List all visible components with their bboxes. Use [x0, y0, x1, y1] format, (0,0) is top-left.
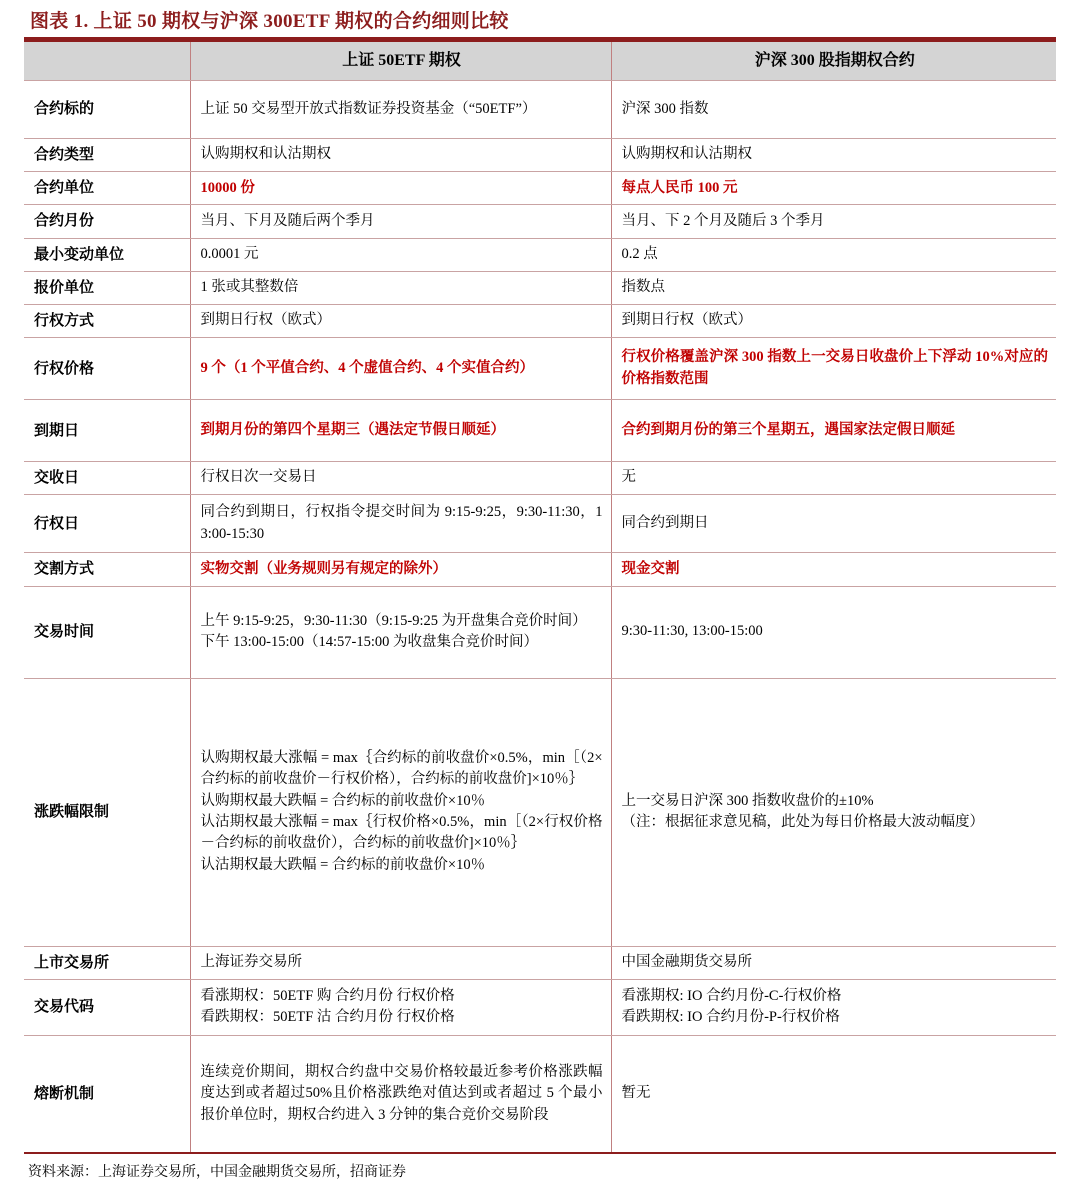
cell-etf50 — [190, 553, 611, 586]
source-note: 资料来源：上海证券交易所，中国金融期货交易所，招商证券 — [28, 1165, 406, 1181]
cell-etf50-line: 认购期权最大跌幅 = 合约标的前收盘价×10％ — [200, 792, 486, 809]
table-row — [24, 238, 1056, 271]
row-label: 涨跌幅限制 — [24, 678, 190, 946]
cell-hs300 — [611, 495, 1056, 553]
cell-hs300-line: 看跌期权: IO 合约月份-P-行权价格 — [621, 1009, 840, 1026]
cell-hs300-text: 指数点 — [621, 279, 665, 296]
cell-etf50-line: 下午 13:00-15:00（14:57-15:00 为收盘集合竞价时间） — [200, 634, 539, 650]
cell-etf50-text: 到期日行权（欧式） — [200, 312, 331, 329]
cell-etf50 — [190, 81, 611, 139]
cell-etf50 — [190, 400, 611, 462]
row-label: 交割方式 — [24, 553, 190, 586]
cell-hs300 — [611, 338, 1056, 400]
cell-etf50-text: 到期月份的第四个星期三（遇法定节假日顺延） — [200, 421, 505, 438]
cell-etf50-line: 看跌期权：50ETF 沽 合约月份 行权价格 — [200, 1009, 455, 1026]
cell-hs300-text: 合约到期月份的第三个星期五，遇国家法定假日顺延 — [621, 421, 955, 438]
cell-etf50 — [190, 1035, 611, 1153]
cell-etf50-text: 10000 份 — [200, 179, 255, 196]
cell-hs300 — [611, 462, 1056, 495]
cell-etf50 — [190, 678, 611, 946]
cell-etf50-text: 实物交割（业务规则另有规定的除外） — [200, 560, 447, 577]
cell-hs300-line: 上一交易日沪深 300 指数收盘价的±10% — [621, 792, 874, 809]
cell-hs300 — [611, 205, 1056, 238]
row-label: 交易代码 — [24, 979, 190, 1035]
cell-hs300-text: 每点人民币 100 元 — [621, 179, 738, 196]
cell-etf50-line: 认购期权最大涨幅 = max｛合约标的前收盘价×0.5%，min［（2×合约标的前收盘价－行权价格），合约标的前收盘价]×10％｝ — [200, 749, 603, 788]
row-label: 行权方式 — [24, 304, 190, 337]
row-label: 上市交易所 — [24, 946, 190, 979]
cell-etf50 — [190, 495, 611, 553]
row-label: 熔断机制 — [24, 1035, 190, 1153]
cell-hs300-text: 暂无 — [621, 1085, 651, 1102]
cell-hs300-line: 看涨期权: IO 合约月份-C-行权价格 — [621, 987, 842, 1004]
cell-etf50 — [190, 304, 611, 337]
cell-etf50 — [190, 946, 611, 979]
cell-etf50-text: 1 张或其整数倍 — [200, 279, 299, 296]
cell-etf50 — [190, 139, 611, 172]
cell-hs300-text: 9:30-11:30, 13:00-15:00 — [621, 623, 763, 640]
cell-etf50-text: 同合约到期日，行权指令提交时间为 9:15-9:25，9:30-11:30，13:00-15:30 — [200, 504, 603, 542]
cell-etf50-text: 连续竞价期间，期权合约盘中交易价格较最近参考价格涨跌幅度达到或者超过50%且价格涨跌绝对值达到或者超过 5 个最小报价单位时，期权合约进入 3 分钟的集合竞价交易阶段 — [200, 1063, 603, 1123]
table-row — [24, 81, 1056, 139]
table-row — [24, 979, 1056, 1035]
cell-hs300 — [611, 400, 1056, 462]
column-header-etf50: 上证 50ETF 期权 — [190, 41, 611, 81]
table-header — [24, 41, 1056, 81]
row-label: 到期日 — [24, 400, 190, 462]
cell-hs300-text: 认购期权和认沽期权 — [621, 146, 752, 163]
row-label: 行权价格 — [24, 338, 190, 400]
table-row — [24, 1035, 1056, 1153]
cell-hs300 — [611, 238, 1056, 271]
row-label: 合约标的 — [24, 81, 190, 139]
cell-hs300-text: 无 — [621, 469, 636, 486]
table-row — [24, 586, 1056, 678]
cell-etf50 — [190, 238, 611, 271]
cell-hs300 — [611, 139, 1056, 172]
cell-hs300-text: 0.2 点 — [621, 245, 658, 262]
row-label: 合约月份 — [24, 205, 190, 238]
cell-hs300 — [611, 1035, 1056, 1153]
row-label: 交收日 — [24, 462, 190, 495]
cell-hs300-text: 同合约到期日 — [621, 515, 709, 532]
cell-etf50-line: 认沽期权最大跌幅 = 合约标的前收盘价×10％ — [200, 856, 486, 873]
cell-hs300-text: 中国金融期货交易所 — [621, 953, 752, 970]
cell-etf50-line: 上午 9:15-9:25，9:30-11:30（9:15-9:25 为开盘集合竞价时间） — [200, 612, 587, 629]
cell-etf50 — [190, 338, 611, 400]
cell-etf50-text: 当月、下月及随后两个季月 — [200, 212, 375, 229]
cell-hs300-text: 当月、下 2 个月及随后 3 个季月 — [621, 212, 825, 229]
cell-etf50 — [190, 271, 611, 304]
cell-hs300 — [611, 946, 1056, 979]
cell-etf50-text: 0.0001 元 — [200, 245, 259, 262]
cell-etf50-text: 9 个（1 个平值合约、4 个虚值合约、4 个实值合约） — [200, 359, 534, 376]
table-header-row — [24, 41, 1056, 81]
cell-hs300 — [611, 172, 1056, 205]
table-row — [24, 553, 1056, 586]
table-row — [24, 338, 1056, 400]
row-label: 交易时间 — [24, 586, 190, 678]
table-row — [24, 304, 1056, 337]
contract-spec-table — [24, 40, 1056, 1154]
cell-hs300 — [611, 81, 1056, 139]
table-row — [24, 271, 1056, 304]
cell-etf50 — [190, 586, 611, 678]
cell-hs300-text: 行权价格覆盖沪深 300 指数上一交易日收盘价上下浮动 10%对应的价格指数范围 — [621, 349, 1048, 387]
cell-etf50-text: 上海证券交易所 — [200, 953, 302, 970]
cell-etf50-line: 看涨期权：50ETF 购 合约月份 行权价格 — [200, 987, 455, 1004]
cell-etf50-line: 认沽期权最大涨幅 = max｛行权价格×0.5%，min［（2×行权价格－合约标的前收盘价），合约标的前收盘价]×10％｝ — [200, 814, 603, 852]
table-row — [24, 172, 1056, 205]
figure-title: 图表 1. 上证 50 期权与沪深 300ETF 期权的合约细则比较 — [30, 11, 509, 32]
cell-hs300-text: 现金交割 — [621, 560, 680, 577]
table-row — [24, 139, 1056, 172]
table-row — [24, 205, 1056, 238]
cell-etf50-text: 行权日次一交易日 — [200, 469, 317, 486]
row-label: 合约单位 — [24, 172, 190, 205]
row-label: 报价单位 — [24, 271, 190, 304]
cell-hs300 — [611, 678, 1056, 946]
cell-hs300-line: （注：根据征求意见稿，此处为每日价格最大波动幅度） — [621, 814, 984, 830]
row-label: 行权日 — [24, 495, 190, 553]
column-header-hs300: 沪深 300 股指期权合约 — [611, 41, 1056, 81]
cell-hs300-text: 到期日行权（欧式） — [621, 312, 752, 329]
cell-etf50 — [190, 462, 611, 495]
table-row — [24, 462, 1056, 495]
cell-hs300 — [611, 304, 1056, 337]
cell-etf50 — [190, 205, 611, 238]
cell-etf50 — [190, 979, 611, 1035]
column-header-blank — [24, 41, 190, 81]
cell-hs300 — [611, 553, 1056, 586]
table-body — [24, 81, 1056, 1154]
table-row — [24, 400, 1056, 462]
cell-etf50-text: 认购期权和认沽期权 — [200, 146, 331, 163]
row-label: 合约类型 — [24, 139, 190, 172]
cell-hs300 — [611, 979, 1056, 1035]
cell-hs300 — [611, 586, 1056, 678]
cell-hs300-text: 沪深 300 指数 — [621, 100, 709, 117]
table-row — [24, 946, 1056, 979]
table-row — [24, 678, 1056, 946]
row-label: 最小变动单位 — [24, 238, 190, 271]
cell-hs300 — [611, 271, 1056, 304]
cell-etf50-text: 上证 50 交易型开放式指数证券投资基金（“50ETF”） — [200, 100, 537, 117]
table-row — [24, 495, 1056, 553]
cell-etf50 — [190, 172, 611, 205]
